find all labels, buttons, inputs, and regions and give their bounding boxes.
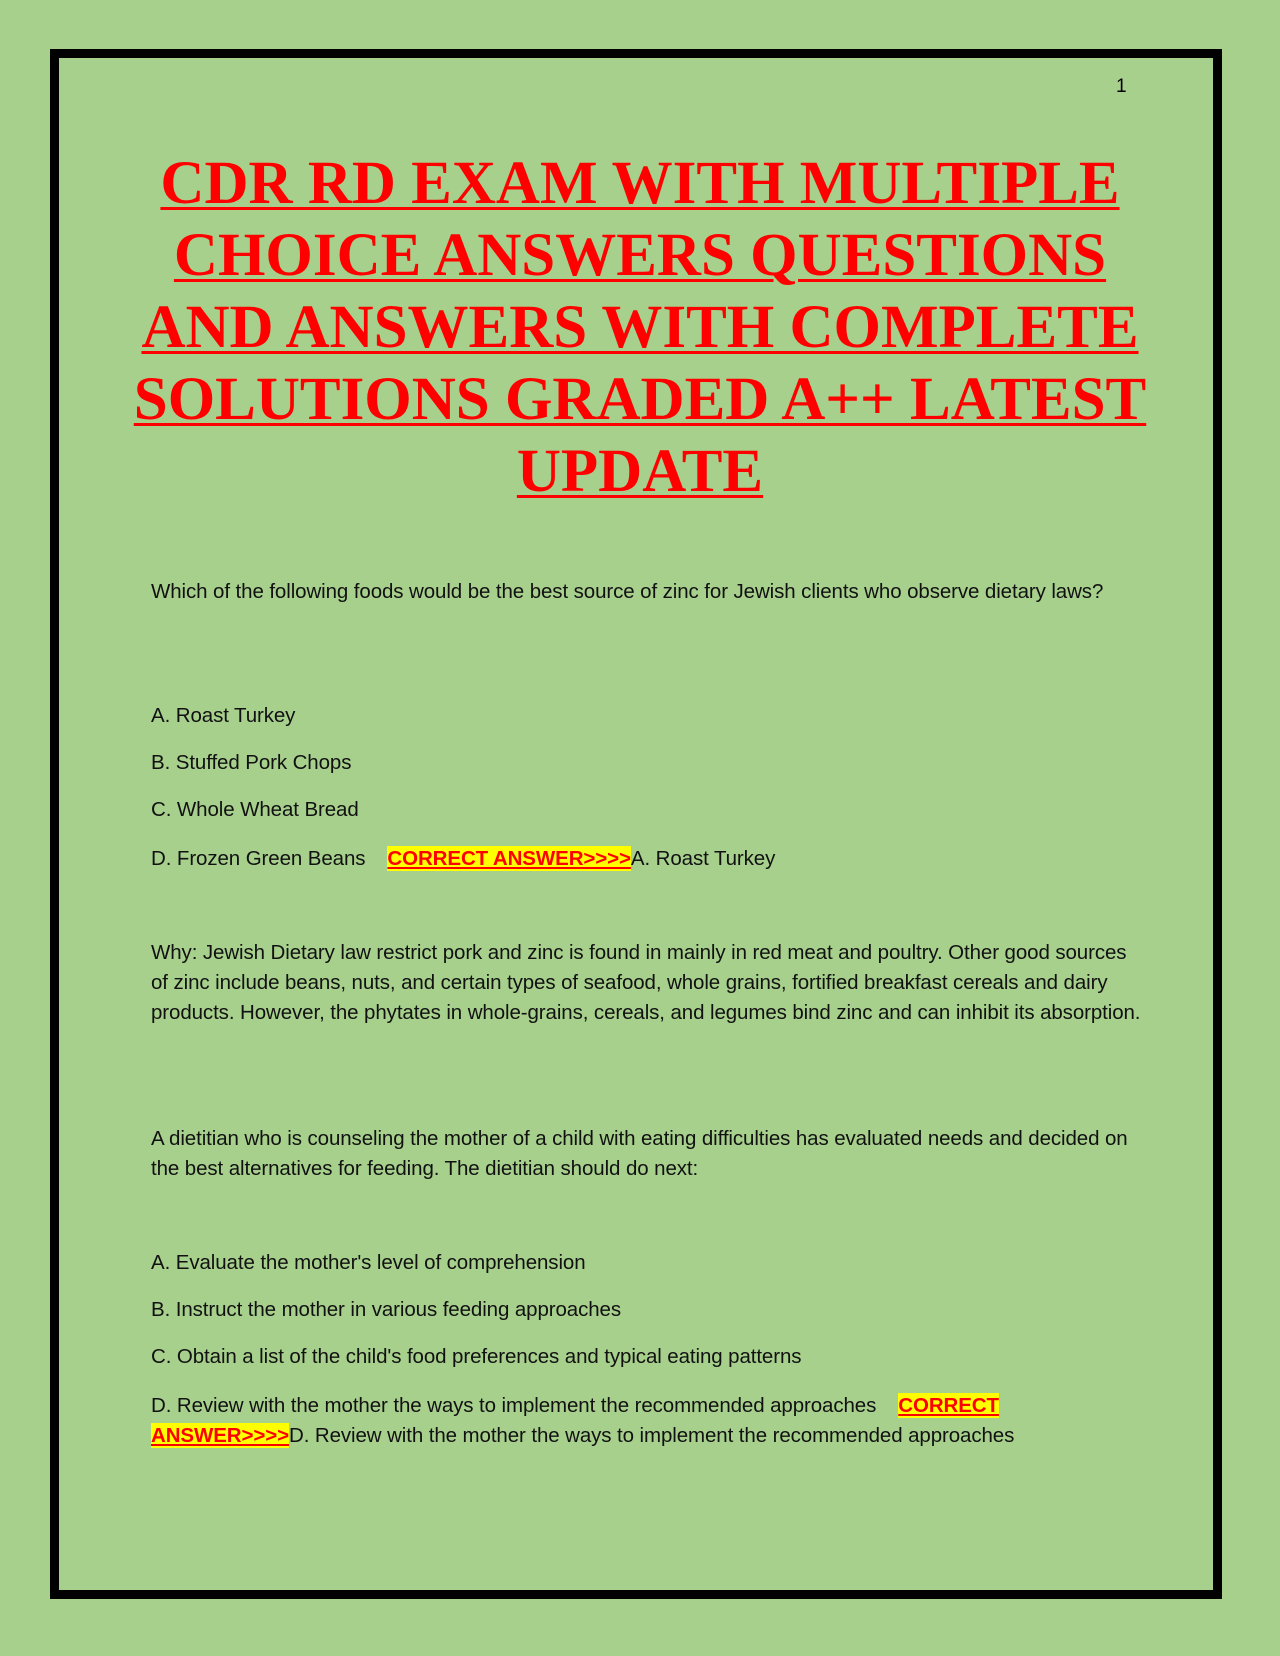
document-title: CDR RD EXAM WITH MULTIPLE CHOICE ANSWERS QUESTIONS AND ANSWERS WITH COMPLETE SOLUTIONS GRADED A++ LATEST UPDATE bbox=[133, 150, 1147, 505]
correct-answer-label: CORRECT ANSWER>>>> bbox=[387, 847, 631, 870]
question-2-option-c: C. Obtain a list of the child's food preferences and typical eating patterns bbox=[151, 1345, 802, 1368]
page-number: 1 bbox=[1116, 76, 1127, 97]
option-d-text: D. Frozen Green Beans bbox=[151, 847, 366, 870]
question-2-option-a: A. Evaluate the mother's level of comprehension bbox=[151, 1251, 586, 1274]
question-1-option-b: B. Stuffed Pork Chops bbox=[151, 751, 352, 774]
question-1-explanation: Why: Jewish Dietary law restrict pork and zinc is found in mainly in red meat and poultry. Other good sources of zinc include beans, nuts, and certain types of seafood, whole grains, fortified breakfast cereals and dairy products. However, the phytates in whole-grains, cereals, and legumes bind zinc and can inhibit its absorption. bbox=[151, 941, 1141, 1024]
question-2-text: A dietitian who is counseling the mother of a child with eating difficulties has evaluated needs and decided on the best alternatives for feeding. The dietitian should do next: bbox=[151, 1127, 1128, 1180]
option-d-text: D. Review with the mother the ways to implement the recommended approaches bbox=[151, 1394, 877, 1417]
question-2 bbox=[151, 1124, 1141, 1184]
question-1 bbox=[151, 577, 1141, 607]
question-1-option-c: C. Whole Wheat Bread bbox=[151, 798, 359, 821]
question-1-option-a: A. Roast Turkey bbox=[151, 704, 296, 727]
question-2-option-b: B. Instruct the mother in various feeding approaches bbox=[151, 1298, 621, 1321]
question-1-text: Which of the following foods would be the best source of zinc for Jewish clients who observe dietary laws? bbox=[151, 580, 1104, 603]
correct-answer-value: D. Review with the mother the ways to implement the recommended approaches bbox=[289, 1424, 1015, 1447]
question-2-option-d bbox=[151, 1391, 1141, 1451]
correct-answer-label: CORRECT ANSWER>>>> bbox=[151, 1394, 999, 1447]
question-1-option-d bbox=[151, 844, 1141, 874]
correct-answer-value: A. Roast Turkey bbox=[630, 847, 776, 870]
